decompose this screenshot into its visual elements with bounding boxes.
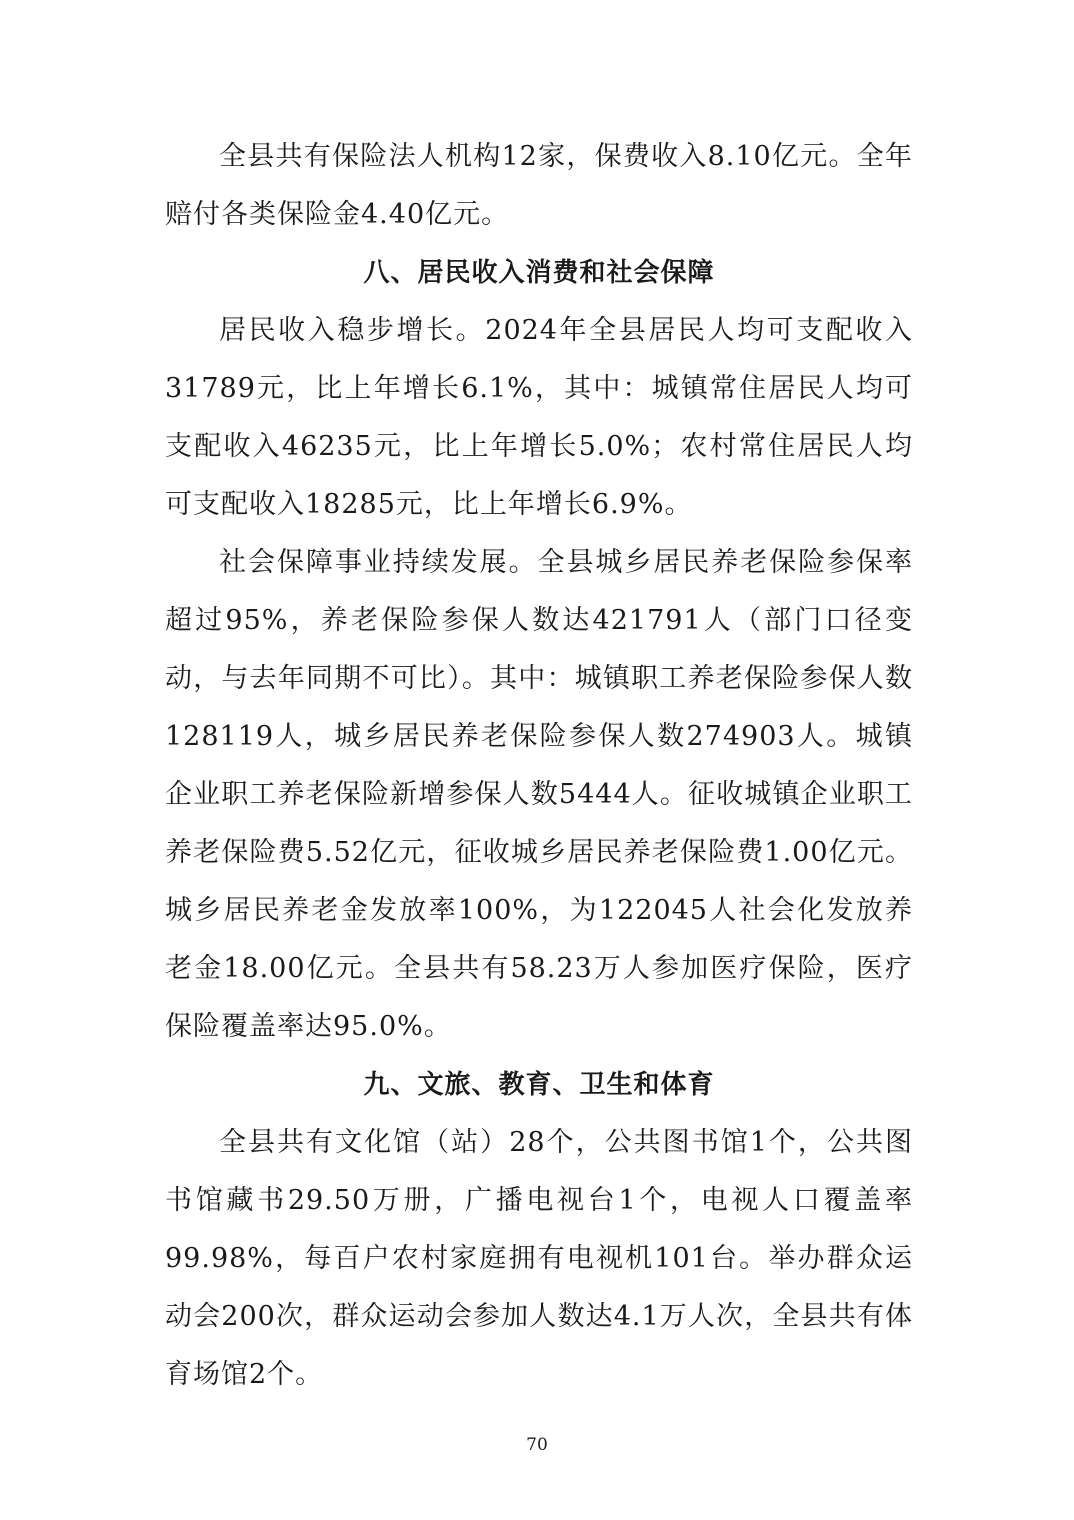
section-heading-income-social-security: 八、居民收入消费和社会保障 xyxy=(363,258,715,288)
paragraph-insurance: 全县共有保险法人机构12家，保费收入8.10亿元。全年赔付各类保险金4.40亿元。 xyxy=(165,141,913,230)
paragraph-culture-sports: 全县共有文化馆（站）28个，公共图书馆1个，公共图书馆藏书29.50万册，广播电视台1个，电视人口覆盖率99.98%，每百户农村家庭拥有电视机101台。举办群众运动会200次，群众运动会参加人数达4.1万人次，全县共有体育场馆2个。 xyxy=(165,1127,913,1390)
paragraph-resident-income: 居民收入稳步增长。2024年全县居民人均可支配收入31789元，比上年增长6.1%，其中：城镇常住居民人均可支配收入46235元，比上年增长5.0%；农村常住居民人均可支配收入18285元，比上年增长6.9%。 xyxy=(165,315,913,520)
paragraph-social-security: 社会保障事业持续发展。全县城乡居民养老保险参保率超过95%，养老保险参保人数达421791人（部门口径变动，与去年同期不可比）。其中：城镇职工养老保险参保人数128119人，城乡居民养老保险参保人数274903人。城镇企业职工养老保险新增参保人数5444人。征收城镇企业职工养老保险费5.52亿元，征收城乡居民养老保险费1.00亿元。城乡居民养老金发放率100%，为122045人社会化发放养老金18.00亿元。全县共有58.23万人参加医疗保险，医疗保险覆盖率达95.0%。 xyxy=(165,547,913,1042)
page-body xyxy=(165,128,913,1404)
section-heading-culture-education-health-sports: 九、文旅、教育、卫生和体育 xyxy=(363,1070,715,1100)
page-number: 70 xyxy=(526,1435,548,1455)
